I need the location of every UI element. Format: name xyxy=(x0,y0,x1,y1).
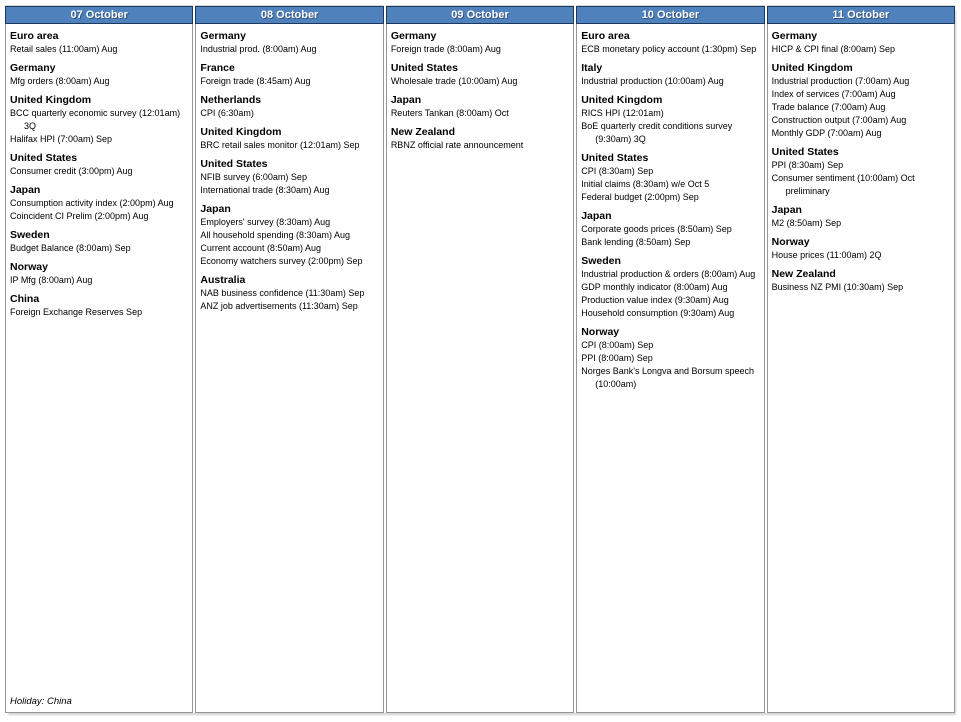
event-item: Wholesale trade (10:00am) Aug xyxy=(390,76,518,86)
country-label: Germany xyxy=(390,30,437,42)
day-header xyxy=(195,6,383,24)
event-item: Trade balance (7:00am) Aug xyxy=(771,102,886,112)
event-item: RICS HPI (12:01am) xyxy=(581,108,664,118)
event-item: Retail sales (11:00am) Aug xyxy=(10,44,118,54)
event-item: ANZ job advertisements (11:30am) Sep xyxy=(200,301,358,311)
country-label: United States xyxy=(390,62,458,74)
event-item: NAB business confidence (11:30am) Sep xyxy=(200,288,365,298)
country-group xyxy=(10,183,190,223)
country-group xyxy=(772,61,952,140)
country-label: Norway xyxy=(771,236,810,248)
event-item: ECB monetary policy account (1:30pm) Sep xyxy=(581,44,757,54)
country-group xyxy=(581,325,761,391)
country-label: Norway xyxy=(10,261,48,273)
country-label: Sweden xyxy=(581,255,621,267)
day-header-label: 07 October xyxy=(70,9,128,21)
day-header-label: 11 October xyxy=(832,9,890,21)
country-label: Germany xyxy=(10,62,56,74)
country-group xyxy=(391,93,571,120)
event-item: Industrial production & orders (8:00am) Aug xyxy=(581,269,756,279)
country-label: Japan xyxy=(10,184,41,196)
event-item: PPI (8:00am) Sep xyxy=(581,353,653,363)
country-label: New Zealand xyxy=(390,126,455,138)
event-item: House prices (11:00am) 2Q xyxy=(771,250,882,260)
country-label: United Kingdom xyxy=(10,94,92,106)
event-item: Foreign Exchange Reserves Sep xyxy=(10,307,143,317)
event-item: BRC retail sales monitor (12:01am) Sep xyxy=(200,140,360,150)
country-label: New Zealand xyxy=(771,268,836,280)
country-group xyxy=(391,61,571,88)
event-item: Business NZ PMI (10:30am) Sep xyxy=(771,282,904,292)
event-item: BoE quarterly credit conditions survey (9:30am) 3Q xyxy=(581,121,733,144)
day-header-label: 09 October xyxy=(451,9,509,21)
event-item: Household consumption (9:30am) Aug xyxy=(581,308,735,318)
country-label: United Kingdom xyxy=(771,62,853,74)
country-group xyxy=(10,61,190,88)
country-label: United States xyxy=(771,146,839,158)
event-item: Production value index (9:30am) Aug xyxy=(581,295,729,305)
country-group xyxy=(772,203,952,230)
country-group xyxy=(581,254,761,320)
event-item: Budget Balance (8:00am) Sep xyxy=(10,243,131,253)
country-group xyxy=(581,151,761,204)
event-item: BCC quarterly economic survey (12:01am) 3Q xyxy=(10,108,181,131)
day-events xyxy=(196,24,382,712)
country-label: Netherlands xyxy=(200,94,262,106)
event-item: Consumer sentiment (10:00am) Oct preliminary xyxy=(771,173,915,196)
country-group xyxy=(772,235,952,262)
event-item: Mfg orders (8:00am) Aug xyxy=(10,76,110,86)
country-label: China xyxy=(10,293,40,305)
country-group xyxy=(772,145,952,198)
country-label: France xyxy=(200,62,235,74)
country-label: Japan xyxy=(200,203,231,215)
event-item: Industrial production (10:00am) Aug xyxy=(581,76,724,86)
country-group xyxy=(10,151,190,178)
country-label: Euro area xyxy=(581,30,630,42)
event-item: Economy watchers survey (2:00pm) Sep xyxy=(200,256,363,266)
day-column xyxy=(767,6,955,713)
event-item: GDP monthly indicator (8:00am) Aug xyxy=(581,282,728,292)
day-header-label: 08 October xyxy=(260,9,319,21)
event-item: Federal budget (2:00pm) Sep xyxy=(581,192,699,202)
event-item: Corporate goods prices (8:50am) Sep xyxy=(581,224,732,234)
day-column xyxy=(195,6,383,713)
country-group xyxy=(200,273,380,313)
country-group xyxy=(10,29,190,56)
country-group xyxy=(200,61,380,88)
country-group xyxy=(581,61,761,88)
country-group xyxy=(391,125,571,152)
event-item: Halifax HPI (7:00am) Sep xyxy=(10,134,113,144)
event-item: Construction output (7:00am) Aug xyxy=(771,115,907,125)
country-label: Germany xyxy=(771,30,818,42)
country-group xyxy=(200,157,380,197)
event-item: PPI (8:30am) Sep xyxy=(771,160,844,170)
country-label: Italy xyxy=(581,62,603,74)
country-group xyxy=(772,267,952,294)
event-item: NFIB survey (6:00am) Sep xyxy=(200,172,307,182)
event-item: RBNZ official rate announcement xyxy=(390,140,524,150)
country-group xyxy=(391,29,571,56)
event-item: Consumption activity index (2:00pm) Aug xyxy=(10,198,174,208)
country-group xyxy=(10,93,190,146)
country-label: United Kingdom xyxy=(581,94,663,106)
event-item: Initial claims (8:30am) w/e Oct 5 xyxy=(581,179,710,189)
country-group xyxy=(581,209,761,249)
day-events xyxy=(768,24,954,712)
country-group xyxy=(10,292,190,319)
day-header xyxy=(576,6,764,24)
event-item: CPI (6:30am) xyxy=(200,108,254,118)
event-item: Current account (8:50am) Aug xyxy=(200,243,321,253)
event-item: Reuters Tankan (8:00am) Oct xyxy=(390,108,509,118)
event-item: HICP & CPI final (8:00am) Sep xyxy=(771,44,896,54)
country-label: United States xyxy=(200,158,268,170)
country-group xyxy=(10,228,190,255)
day-events xyxy=(387,24,573,712)
country-label: Australia xyxy=(200,274,246,286)
day-column xyxy=(576,6,764,713)
country-group xyxy=(581,29,761,56)
event-item: Foreign trade (8:00am) Aug xyxy=(390,44,501,54)
event-item: Norges Bank's Longva and Borsum speech (10:00am) xyxy=(581,366,755,389)
event-item: International trade (8:30am) Aug xyxy=(200,185,330,195)
event-item: Foreign trade (8:45am) Aug xyxy=(200,76,311,86)
country-group xyxy=(200,29,380,56)
country-label: United States xyxy=(581,152,649,164)
day-header-label: 10 October xyxy=(641,9,700,21)
event-item: Index of services (7:00am) Aug xyxy=(771,89,896,99)
event-item: Employers' survey (8:30am) Aug xyxy=(200,217,331,227)
country-group xyxy=(200,93,380,120)
event-item: Bank lending (8:50am) Sep xyxy=(581,237,691,247)
event-item: M2 (8:50am) Sep xyxy=(771,218,842,228)
day-column xyxy=(386,6,574,713)
country-label: United States xyxy=(10,152,78,164)
day-events xyxy=(577,24,763,712)
calendar-row xyxy=(5,6,955,713)
event-item: Consumer credit (3:00pm) Aug xyxy=(10,166,133,176)
event-item: CPI (8:00am) Sep xyxy=(581,340,654,350)
day-header xyxy=(767,6,955,24)
event-item: Industrial prod. (8:00am) Aug xyxy=(200,44,317,54)
country-label: Sweden xyxy=(10,229,50,241)
event-item: IP Mfg (8:00am) Aug xyxy=(10,275,93,285)
country-group xyxy=(200,202,380,268)
country-group xyxy=(581,93,761,146)
day-header xyxy=(5,6,193,24)
event-item: All household spending (8:30am) Aug xyxy=(200,230,351,240)
country-label: Japan xyxy=(390,94,422,106)
country-group xyxy=(772,29,952,56)
country-label: Norway xyxy=(581,326,620,338)
country-label: United Kingdom xyxy=(200,126,282,138)
country-label: Germany xyxy=(200,30,246,42)
event-item: Coincident CI Prelim (2:00pm) Aug xyxy=(10,211,149,221)
day-column xyxy=(5,6,193,713)
country-label: Japan xyxy=(771,204,802,216)
country-label: Euro area xyxy=(10,30,59,42)
event-item: Monthly GDP (7:00am) Aug xyxy=(771,128,882,138)
country-label: Japan xyxy=(581,210,612,222)
country-group xyxy=(200,125,380,152)
day-header xyxy=(386,6,574,24)
event-item: Industrial production (7:00am) Aug xyxy=(771,76,910,86)
country-group xyxy=(10,260,190,287)
holiday-note: Holiday: China xyxy=(10,696,72,707)
event-item: CPI (8:30am) Sep xyxy=(581,166,654,176)
day-events xyxy=(6,24,192,712)
